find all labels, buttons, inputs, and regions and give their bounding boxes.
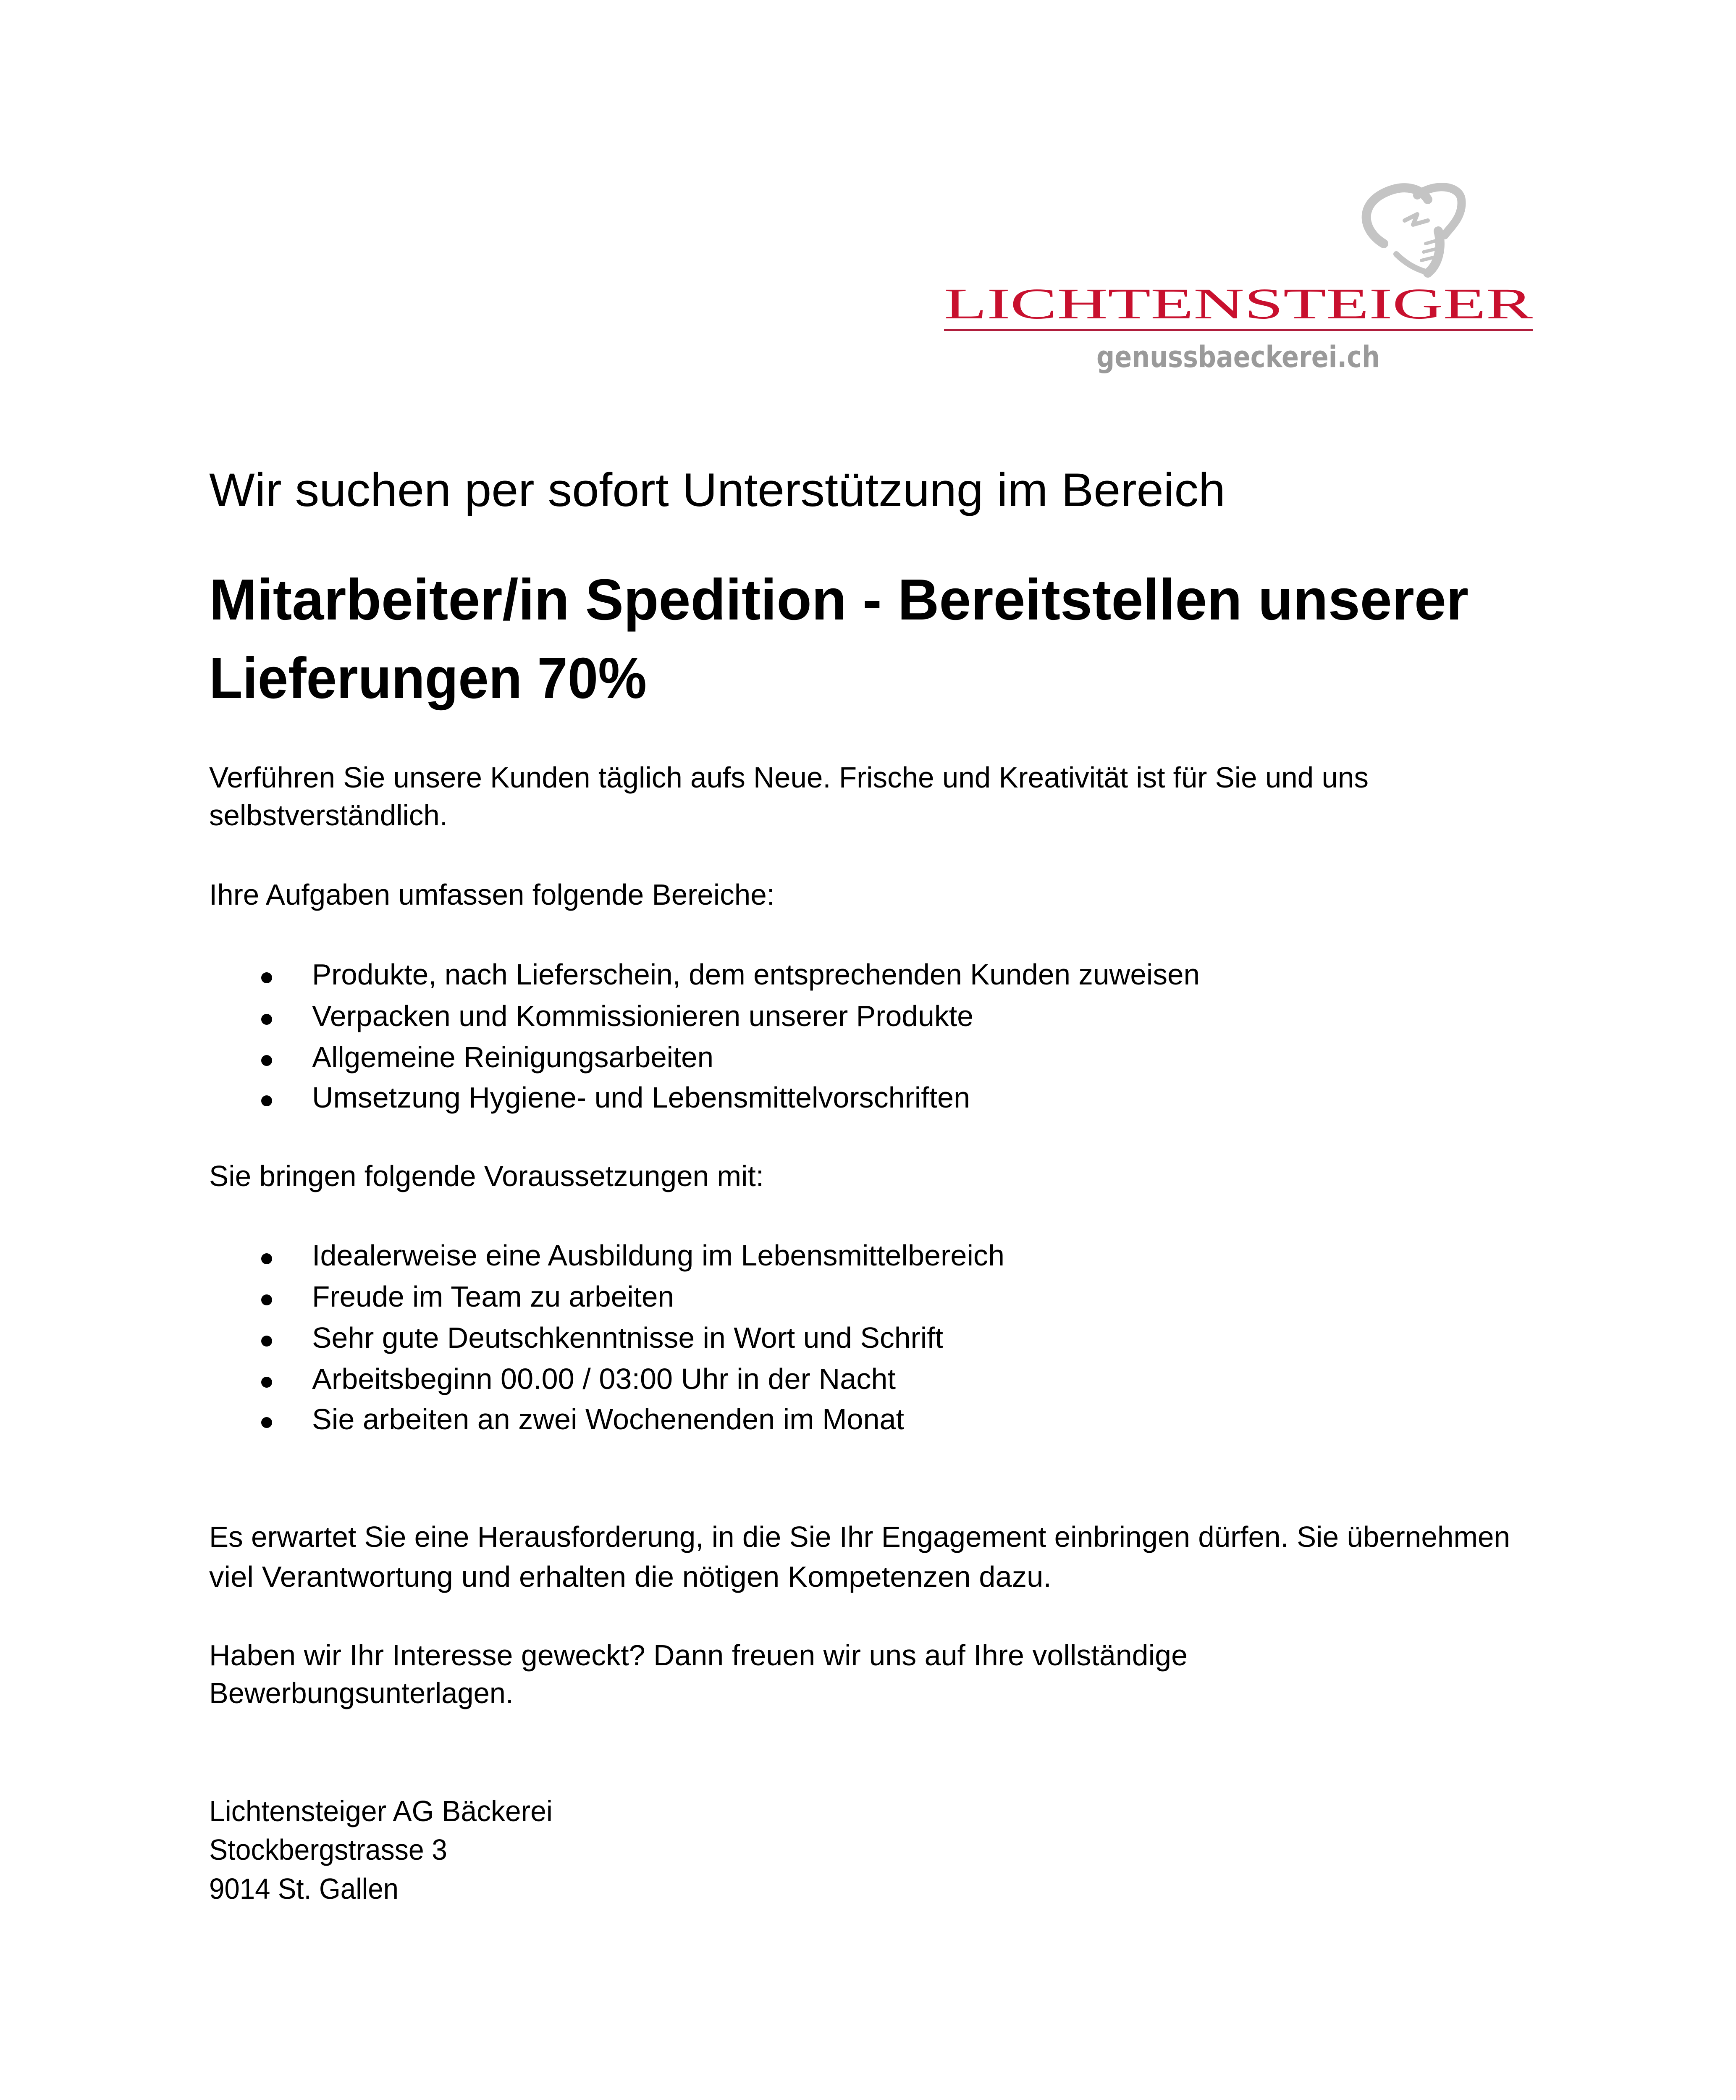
requirement-item: Idealerweise eine Ausbildung im Lebensmittelbereich [312, 1239, 1004, 1272]
closing-line-1: Haben wir Ihr Interesse geweckt? Dann freuen wir uns auf Ihre vollständige [209, 1638, 1188, 1672]
intro-text: Wir suchen per sofort Unterstützung im Bereich [209, 463, 1225, 516]
bullet-icon [261, 1014, 272, 1025]
closing-line-2: Bewerbungsunterlagen. [209, 1676, 514, 1709]
chef-hat-icon [1354, 181, 1468, 279]
offer-line-1: Es erwartet Sie eine Herausforderung, in die Sie Ihr Engagement einbringen dürfen. Sie übernehmen [209, 1520, 1510, 1553]
logo-website: genussbaeckerei.ch [1096, 340, 1380, 374]
task-item: Allgemeine Reinigungsarbeiten [312, 1040, 713, 1074]
logo-underline [944, 329, 1533, 331]
address-company: Lichtensteiger AG Bäckerei [209, 1794, 553, 1827]
bullet-icon [261, 1417, 272, 1428]
requirement-item: Freude im Team zu arbeiten [312, 1280, 674, 1313]
address-street: Stockbergstrasse 3 [209, 1833, 447, 1866]
requirement-item: Sehr gute Deutschkenntnisse in Wort und Schrift [312, 1321, 943, 1354]
requirements-heading: Sie bringen folgende Voraussetzungen mit: [209, 1159, 764, 1192]
task-item: Produkte, nach Lieferschein, dem entsprechenden Kunden zuweisen [312, 958, 1200, 991]
lead-line-2: selbstverständlich. [209, 798, 448, 832]
bullet-icon [261, 1253, 272, 1264]
task-item: Umsetzung Hygiene- und Lebensmittelvorschriften [312, 1081, 970, 1114]
bullet-icon [261, 1055, 272, 1066]
lead-line-1: Verführen Sie unsere Kunden täglich aufs Neue. Frische und Kreativität ist für Sie und uns [209, 761, 1369, 794]
bullet-icon [261, 1294, 272, 1305]
job-title-line-2: Lieferungen 70% [209, 646, 647, 711]
bullet-icon [261, 1377, 272, 1388]
job-title-line-1: Mitarbeiter/in Spedition - Bereitstellen unserer [209, 567, 1469, 633]
bullet-icon [261, 972, 272, 983]
offer-line-2: viel Verantwortung und erhalten die nötigen Kompetenzen dazu. [209, 1560, 1052, 1593]
address-city: 9014 St. Gallen [209, 1872, 399, 1905]
task-item: Verpacken und Kommissionieren unserer Produkte [312, 999, 973, 1032]
requirement-item: Arbeitsbeginn 00.00 / 03:00 Uhr in der Nacht [312, 1362, 896, 1395]
tasks-heading: Ihre Aufgaben umfassen folgende Bereiche: [209, 878, 775, 911]
logo-wordmark: LICHTENSTEIGER [944, 280, 1533, 328]
bullet-icon [261, 1095, 272, 1106]
bullet-icon [261, 1336, 272, 1347]
requirement-item: Sie arbeiten an zwei Wochenenden im Monat [312, 1402, 904, 1436]
